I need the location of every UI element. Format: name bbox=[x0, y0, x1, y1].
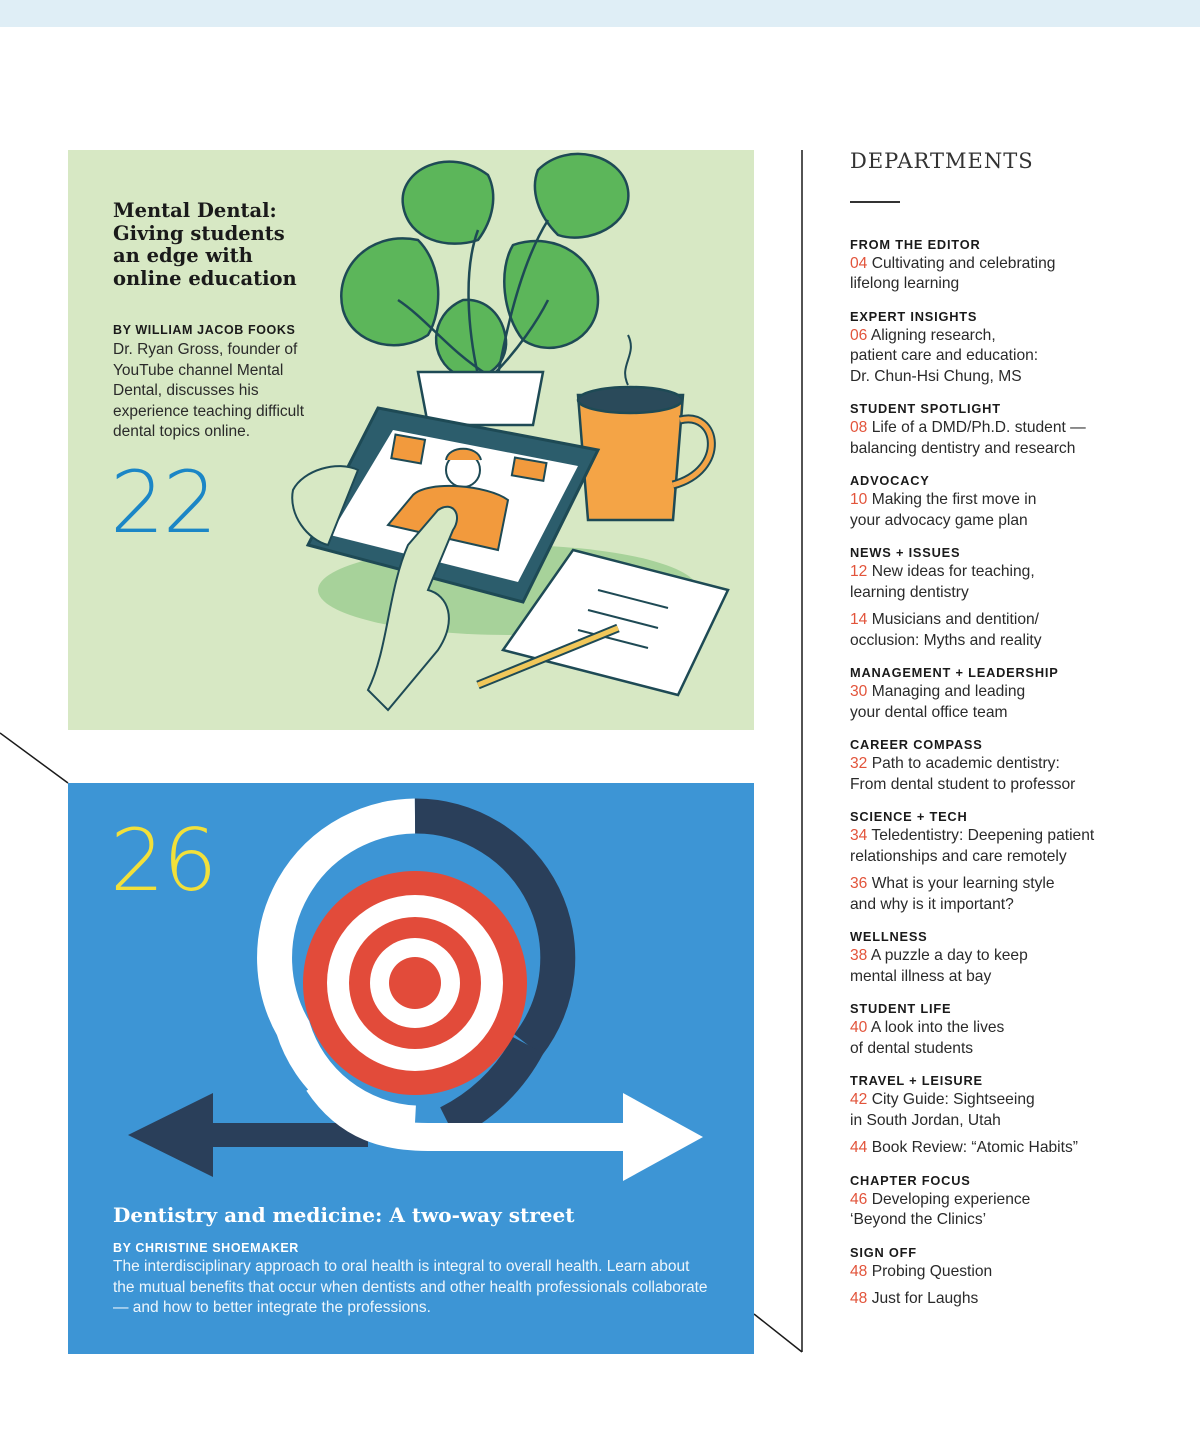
department-entry[interactable] bbox=[850, 946, 1170, 987]
entry-title: New ideas for teaching, learning dentistry bbox=[850, 563, 1035, 601]
department-category: WELLNESS bbox=[850, 929, 928, 944]
entry-title: Developing experience ‘Beyond the Clinics’ bbox=[850, 1190, 1031, 1228]
entry-title: Book Review: “Atomic Habits” bbox=[871, 1139, 1078, 1156]
department-category: CHAPTER FOCUS bbox=[850, 1172, 971, 1188]
department-section bbox=[850, 237, 1170, 295]
department-category: NEWS + ISSUES bbox=[850, 545, 961, 560]
department-category: TRAVEL + LEISURE bbox=[850, 1073, 983, 1088]
department-section bbox=[850, 1245, 1170, 1310]
entry-title: Just for Laughs bbox=[871, 1290, 979, 1307]
entry-title: A look into the lives of dental students bbox=[850, 1019, 1005, 1057]
entry-title: Probing Question bbox=[871, 1262, 993, 1280]
department-entry[interactable] bbox=[850, 682, 1170, 723]
departments-list bbox=[850, 237, 1170, 1310]
department-category: EXPERT INSIGHTS bbox=[850, 308, 978, 324]
entry-page-number: 14 bbox=[850, 611, 868, 628]
department-section bbox=[850, 665, 1170, 723]
entry-page-number: 46 bbox=[850, 1190, 868, 1208]
departments-column bbox=[850, 148, 1170, 1324]
department-section bbox=[850, 309, 1170, 388]
department-entry[interactable] bbox=[850, 1138, 1170, 1159]
department-entry[interactable] bbox=[850, 610, 1170, 651]
feature-1-byline: BY WILLIAM JACOB FOOKS bbox=[113, 323, 296, 337]
feature-2-byline: BY CHRISTINE SHOEMAKER bbox=[113, 1241, 299, 1255]
department-entry[interactable] bbox=[850, 1018, 1170, 1059]
department-category: SIGN OFF bbox=[850, 1244, 917, 1260]
feature-2-title[interactable]: Dentistry and medicine: A two-way street bbox=[113, 1203, 575, 1227]
department-section bbox=[850, 401, 1170, 459]
entry-page-number: 44 bbox=[850, 1139, 868, 1156]
heading-rule bbox=[850, 201, 900, 203]
department-entry[interactable] bbox=[850, 1190, 1170, 1231]
department-section bbox=[850, 1073, 1170, 1159]
entry-page-number: 48 bbox=[850, 1290, 868, 1307]
entry-title: Aligning research, patient care and education: Dr. Chun-Hsi Chung, MS bbox=[850, 326, 1039, 385]
department-category: STUDENT SPOTLIGHT bbox=[850, 401, 1001, 416]
department-entry[interactable] bbox=[850, 562, 1170, 603]
department-entry[interactable] bbox=[850, 1289, 1170, 1310]
entry-page-number: 34 bbox=[850, 827, 868, 844]
department-entry[interactable] bbox=[850, 254, 1170, 295]
entry-title: City Guide: Sightseeing in South Jordan, Utah bbox=[850, 1091, 1035, 1129]
department-entry[interactable] bbox=[850, 754, 1170, 795]
entry-page-number: 12 bbox=[850, 563, 868, 580]
department-category: STUDENT LIFE bbox=[850, 1001, 952, 1016]
entry-page-number: 48 bbox=[850, 1262, 868, 1280]
department-entry[interactable] bbox=[850, 490, 1170, 531]
entry-page-number: 42 bbox=[850, 1091, 868, 1108]
entry-title: Life of a DMD/Ph.D. student — balancing dentistry and research bbox=[850, 419, 1086, 457]
entry-page-number: 08 bbox=[850, 419, 868, 436]
feature-1-description: Dr. Ryan Gross, founder of YouTube channel Mental Dental, discusses his experience teaching difficult dental topics online. bbox=[113, 341, 305, 440]
entry-page-number: 32 bbox=[850, 755, 868, 772]
feature-1-page-number[interactable]: 22 bbox=[110, 453, 216, 553]
department-entry[interactable] bbox=[850, 874, 1170, 915]
department-section bbox=[850, 1173, 1170, 1231]
entry-title: Managing and leading your dental office team bbox=[850, 683, 1026, 721]
entry-title: Teledentistry: Deepening patient relationships and care remotely bbox=[850, 827, 1095, 865]
department-category: ADVOCACY bbox=[850, 473, 930, 488]
entry-page-number: 10 bbox=[850, 491, 868, 508]
department-section bbox=[850, 545, 1170, 651]
department-section bbox=[850, 1001, 1170, 1059]
entry-title: Cultivating and celebrating lifelong learning bbox=[850, 254, 1056, 292]
departments-heading: DEPARTMENTS bbox=[850, 149, 1034, 173]
entry-title: What is your learning style and why is it important? bbox=[850, 875, 1055, 913]
department-category: FROM THE EDITOR bbox=[850, 236, 981, 252]
department-entry[interactable] bbox=[850, 1262, 1170, 1283]
entry-page-number: 40 bbox=[850, 1019, 868, 1036]
entry-title: Musicians and dentition/ occlusion: Myths and reality bbox=[850, 611, 1042, 649]
feature-2-page-number[interactable]: 26 bbox=[110, 811, 216, 911]
feature-1-title[interactable]: Mental Dental: Giving students an edge with online education bbox=[113, 199, 297, 290]
feature-mental-dental[interactable] bbox=[68, 150, 754, 730]
department-category: CAREER COMPASS bbox=[850, 737, 983, 752]
entry-page-number: 04 bbox=[850, 254, 868, 272]
department-category: MANAGEMENT + LEADERSHIP bbox=[850, 665, 1059, 680]
department-entry[interactable] bbox=[850, 1090, 1170, 1131]
department-section bbox=[850, 929, 1170, 987]
entry-page-number: 38 bbox=[850, 947, 868, 964]
entry-page-number: 36 bbox=[850, 875, 868, 892]
entry-title: A puzzle a day to keep mental illness at bay bbox=[850, 947, 1028, 985]
entry-title: Path to academic dentistry: From dental student to professor bbox=[850, 755, 1076, 793]
entry-page-number: 06 bbox=[850, 326, 868, 344]
department-entry[interactable] bbox=[850, 418, 1170, 459]
department-category: SCIENCE + TECH bbox=[850, 809, 968, 824]
entry-page-number: 30 bbox=[850, 683, 868, 700]
entry-title: Making the first move in your advocacy game plan bbox=[850, 491, 1037, 529]
department-entry[interactable] bbox=[850, 326, 1170, 388]
department-entry[interactable] bbox=[850, 826, 1170, 867]
department-section bbox=[850, 737, 1170, 795]
department-section bbox=[850, 809, 1170, 915]
department-section bbox=[850, 473, 1170, 531]
feature-two-way-street[interactable] bbox=[68, 783, 754, 1354]
feature-2-description: The interdisciplinary approach to oral health is integral to overall health. Learn about the mutual benefits that occur when dentists and other health professionals collaborate — and how to better integrate the professions. bbox=[113, 1258, 708, 1316]
